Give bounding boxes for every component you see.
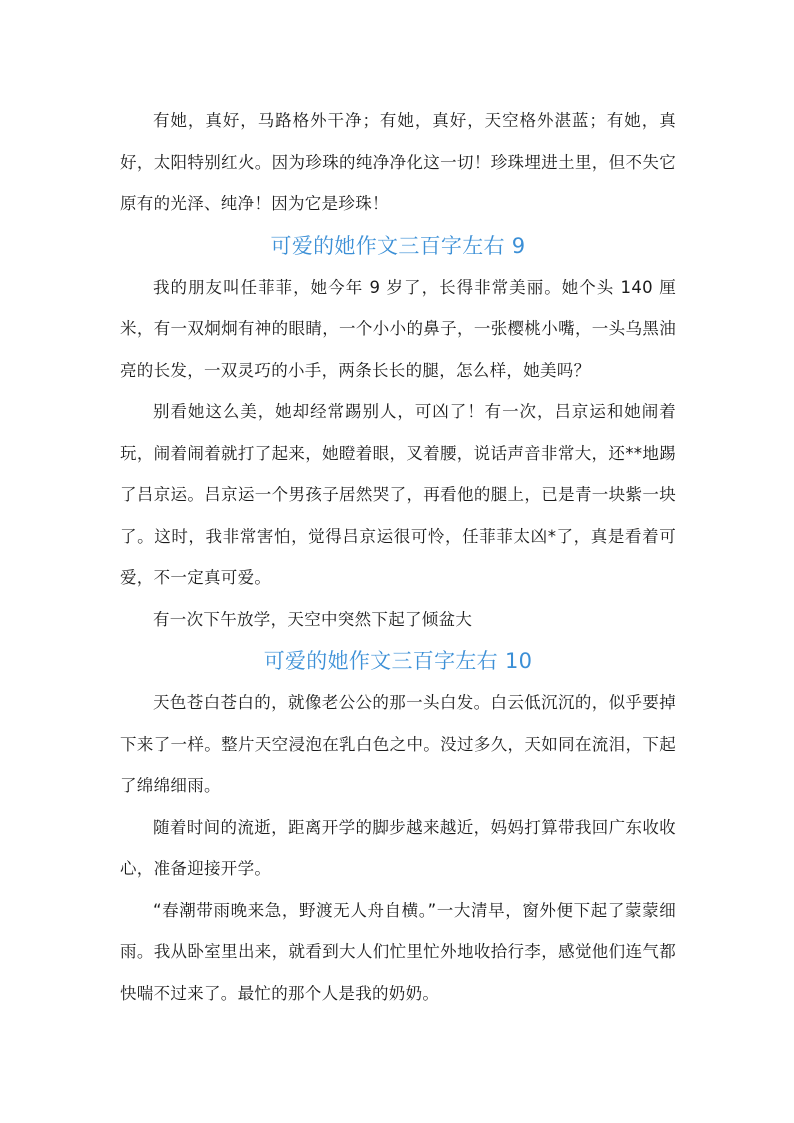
body-paragraph: 有一次下午放学，天空中突然下起了倾盆大 (153, 609, 473, 629)
body-paragraph: 有她，真好，马路格外干净；有她，真好，天空格外湛蓝；有她，真好，太阳特别红火。因为珍珠的纯净净化这一切！珍珠埋进土里，但不失它原有的光泽、纯净！因为它是珍珠！ (120, 111, 676, 213)
section-heading: 可爱的她作文三百字左右 10 (263, 649, 533, 673)
document-content (120, 100, 676, 1014)
body-paragraph: 别看她这么美，她却经常踢别人，可凶了！有一次，吕京运和她闹着玩，闹着闹着就打了起来，她瞪着眼，叉着腰，说话声音非常大，还**地踢了吕京运。吕京运一个男孩子居然哭了，再看他的腿上，已是青一块紫一块了。这时，我非常害怕，觉得吕京运很可怜，任菲菲太凶*了，真是看着可爱，不一定真可爱。 (120, 402, 676, 587)
body-paragraph: 随着时间的流逝，距离开学的脚步越来越近，妈妈打算带我回广东收收心，准备迎接开学。 (120, 817, 676, 878)
body-paragraph: 天色苍白苍白的，就像老公公的那一头白发。白云低沉沉的，似乎要掉下来了一样。整片天空浸泡在乳白色之中。没过多久，天如同在流泪，下起了绵绵细雨。 (120, 693, 676, 795)
section-heading: 可爱的她作文三百字左右 9 (270, 233, 526, 258)
body-paragraph: “春潮带雨晚来急，野渡无人舟自横。”一大清早，窗外便下起了蒙蒙细雨。我从卧室里出来，就看到大人们忙里忙外地收拾行李，感觉他们连气都快喘不过来了。最忙的那个人是我的奶奶。 (120, 900, 676, 1003)
body-paragraph: 我的朋友叫任菲菲，她今年 9 岁了，长得非常美丽。她个头 140 厘米，有一双炯炯有神的眼睛，一个小小的鼻子，一张樱桃小嘴，一头乌黑油亮的长发，一双灵巧的小手，两条长长的腿，怎么样，她美吗？ (120, 277, 676, 380)
